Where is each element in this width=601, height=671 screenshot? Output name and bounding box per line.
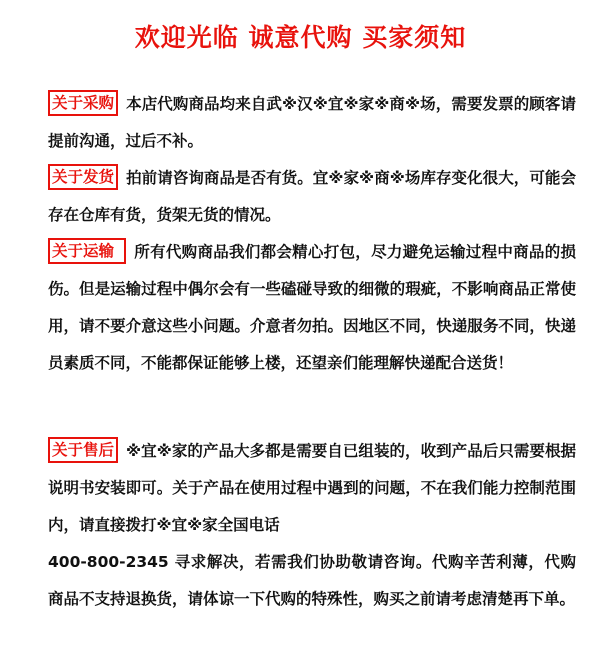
text-transport: 所有代购商品我们都会精心打包，尽力避免运输过程中商品的损伤。但是运输过程中偶尔会有一些磕碰导致的细微的瑕疵，不影响商品正常使用，请不要介意这些小问题。介意者勿拍。因地区不同，快递服务不同，快递员素质不同，不能都保证能够上楼，还望亲们能理解快递配合送货！ <box>48 243 576 372</box>
text-aftersale-cont: 400-800-2345 寻求解决，若需我们协助敬请咨询。代购辛苦利薄，代购商品不支持退换货，请体谅一下代购的特殊性，购买之前请考虑清楚再下单。 <box>48 553 576 608</box>
notice-aftersale-cont <box>48 544 576 618</box>
tag-aftersale: 关于售后 <box>48 437 118 463</box>
notice-aftersale <box>48 433 576 544</box>
notice-transport <box>48 234 576 382</box>
notice-purchase <box>48 86 576 160</box>
tag-transport: 关于运输 <box>48 238 126 264</box>
text-shipping: 拍前请咨询商品是否有货。宜※家※商※场库存变化很大，可能会存在仓库有货，货架无货的情况。 <box>48 169 576 224</box>
tag-purchase: 关于采购 <box>48 90 118 116</box>
tag-shipping: 关于发货 <box>48 164 118 190</box>
text-purchase: 本店代购商品均来自武※汉※宜※家※商※场，需要发票的顾客请提前沟通，过后不补。 <box>48 95 576 150</box>
text-aftersale: ※宜※家的产品大多都是需要自已组装的，收到产品后只需要根据说明书安装即可。关于产品在使用过程中遇到的问题，不在我们能力控制范围内，请直接拨打※宜※家全国电话 <box>48 442 576 534</box>
page-title: 欢迎光临 诚意代购 买家须知 <box>134 23 467 52</box>
notice-shipping <box>48 160 576 234</box>
